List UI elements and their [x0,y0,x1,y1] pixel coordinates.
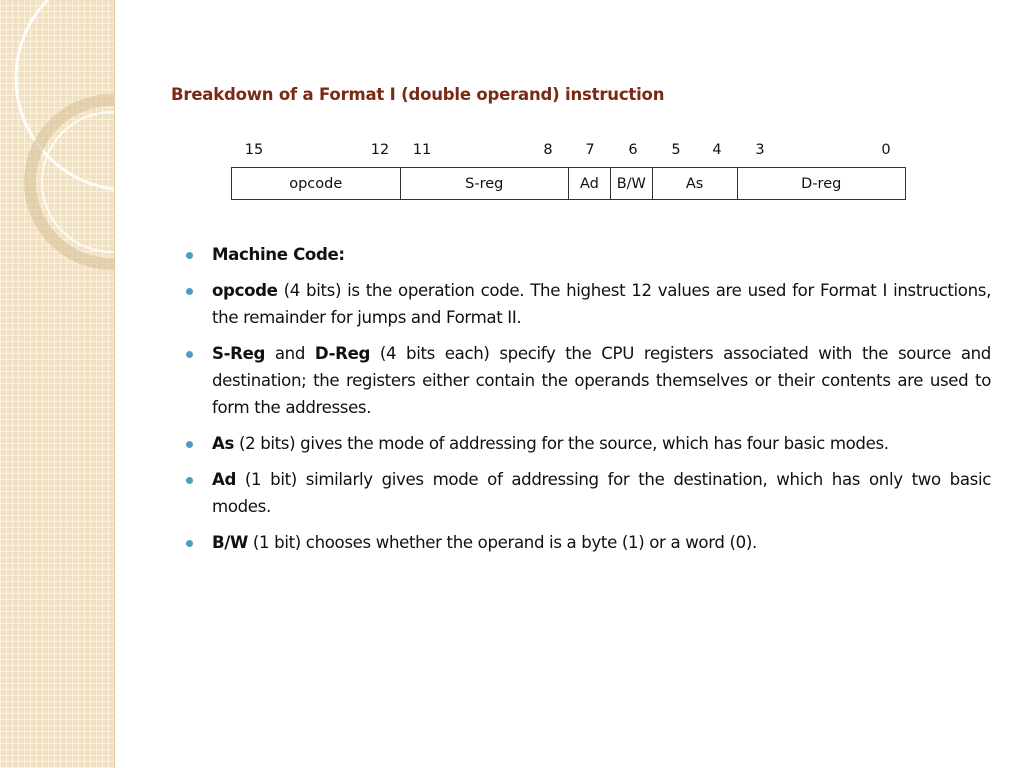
bit-number: 7 [585,142,595,158]
bit-number: 15 [244,142,264,158]
bit-number: 3 [755,142,765,158]
bullet-opcode [186,277,991,331]
bullet-text: (1 bit) similarly gives mode of addressing for the destination, which has only two basic modes. [212,470,991,516]
slide-title: Breakdown of a Format I (double operand) instruction [171,85,665,104]
bullet-term: S-Reg [212,344,265,363]
bullet-dot-icon [186,477,193,484]
decorative-circles [0,0,114,768]
field-bw: B/W [611,168,653,199]
bullet-bw [186,529,991,556]
bit-number: 4 [712,142,722,158]
bullet-dot-icon [186,288,193,295]
bullet-ad [186,466,991,520]
bit-number: 5 [671,142,681,158]
bullet-term: B/W [212,533,248,552]
bullet-list [186,241,991,565]
bullet-text: (2 bits) gives the mode of addressing for the source, which has four basic modes. [234,434,889,453]
bullet-dot-icon [186,351,193,358]
decorative-side-band [0,0,114,768]
field-opcode: opcode [232,168,401,199]
bullet-text: (4 bits) is the operation code. The highest 12 values are used for Format I instructions, the remainder for jumps and Format II. [212,281,991,327]
field-s-reg: S-reg [401,168,570,199]
bit-number: 12 [370,142,390,158]
bit-number: 6 [628,142,638,158]
bullet-term: D-Reg [314,344,371,363]
bullet-dot-icon [186,441,193,448]
instruction-format-table [231,167,906,200]
bullet-term: As [212,434,235,453]
bullet-text: (4 bits each) specify the CPU registers associated with the source and destination; the registers either contain the operands themselves or their contents are used to form the addresses. [212,344,991,417]
bullet-text: and [265,344,315,363]
bullet-text: (1 bit) chooses whether the operand is a byte (1) or a word (0). [247,533,757,552]
bit-number: 0 [881,142,891,158]
bullet-dot-icon [186,252,193,259]
bullet-dot-icon [186,540,193,547]
bullet-as [186,430,991,457]
field-d-reg: D-reg [801,175,842,192]
bullet-registers [186,340,991,421]
bit-number: 11 [412,142,432,158]
bullet-machine-code [186,241,991,268]
field-ad: Ad [569,168,611,199]
bit-number: 8 [543,142,553,158]
bullet-term: Machine Code: [212,245,345,264]
bullet-term: opcode [212,281,278,300]
bullet-term: Ad [212,470,237,489]
field-as: As [653,168,738,199]
side-band-edge [114,0,115,768]
